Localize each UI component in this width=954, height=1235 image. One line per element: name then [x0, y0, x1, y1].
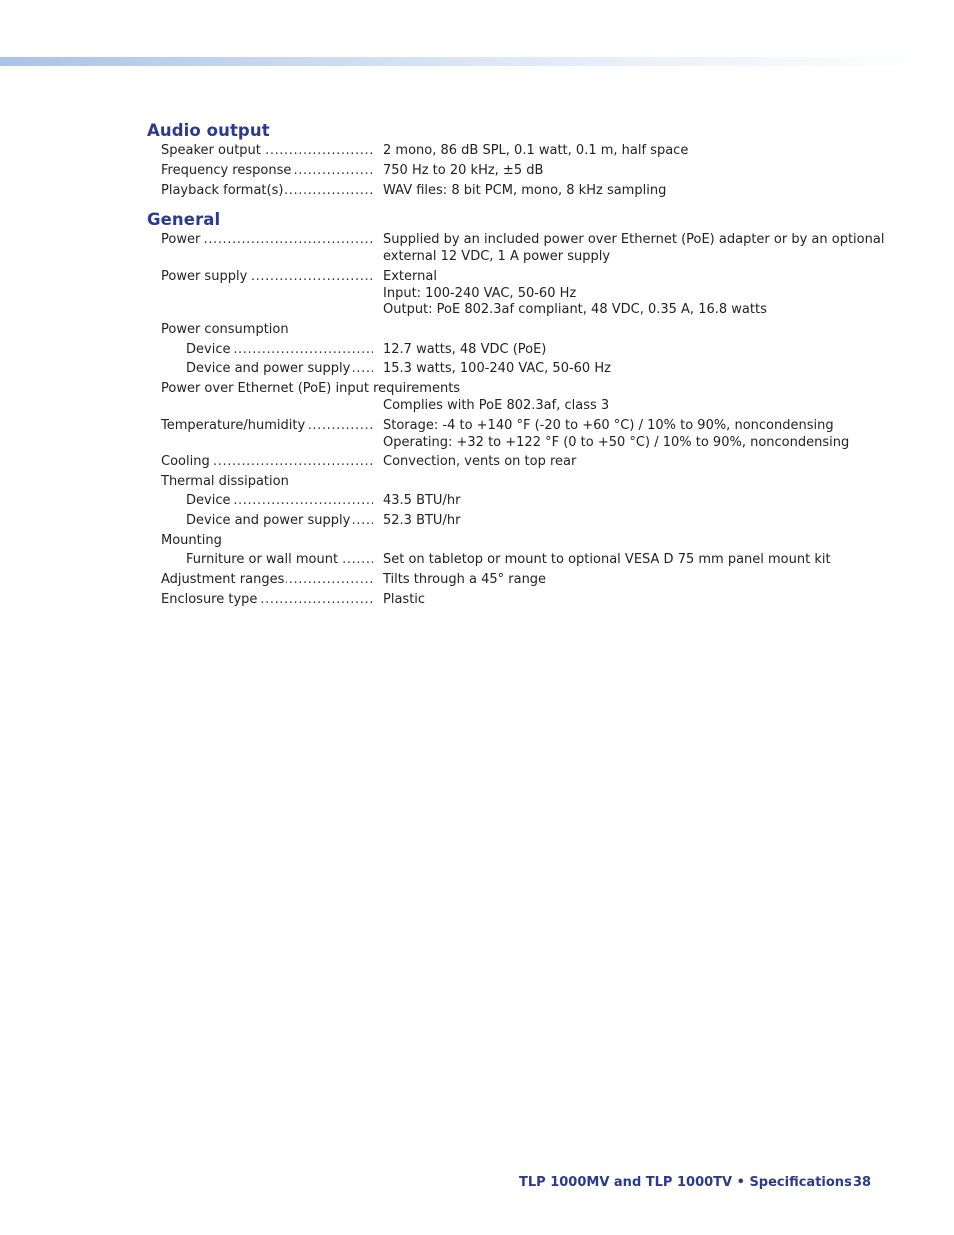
spec-label: Adjustment ranges ..... — [161, 572, 373, 589]
spec-value: Complies with PoE 802.3af, class 3 — [383, 398, 610, 413]
spec-value: 750 Hz to 20 kHz, ±5 dB — [383, 163, 544, 178]
footer-title: TLP 1000MV and TLP 1000TV • Specifications — [519, 1175, 852, 1190]
spec-value: External Input: 100-240 VAC, 50-60 Hz Output: PoE 802.3af compliant, 48 VDC, 0.35 A, 16.8 watts — [383, 269, 767, 317]
spec-value: Plastic — [383, 592, 426, 607]
spec-value: 12.7 watts, 48 VDC (PoE) — [383, 342, 547, 357]
page-number: 38 — [853, 1175, 872, 1190]
spec-label: Power supply ..... — [161, 269, 373, 286]
spec-value: Convection, vents on top rear — [383, 454, 577, 469]
spec-label: Thermal dissipation — [161, 474, 289, 489]
spec-label: Power over Ethernet (PoE) input requirements — [161, 381, 461, 396]
spec-label: Enclosure type ..... — [161, 592, 373, 609]
spec-value: 15.3 watts, 100-240 VAC, 50-60 Hz — [383, 361, 611, 376]
spec-label: Power ..... — [161, 232, 373, 249]
spec-value: Storage: -4 to +140 °F (-20 to +60 °C) / 10% to 90%, noncondensing Operating: +32 to +122 °F (0 to +50 °C) / 10% to 90%, noncondensing — [383, 418, 850, 450]
spec-label: Temperature/humidity ..... — [161, 418, 373, 435]
spec-value: 43.5 BTU/hr — [383, 493, 461, 508]
section-title-general: General — [147, 210, 221, 229]
spec-label: Power consumption — [161, 322, 289, 337]
spec-label: Device ..... — [186, 342, 373, 359]
spec-label: Speaker output ..... — [161, 143, 373, 160]
header-gradient-bar — [0, 57, 930, 66]
spec-label: Cooling ..... — [161, 454, 373, 471]
spec-value: WAV files: 8 bit PCM, mono, 8 kHz sampling — [383, 183, 667, 198]
spec-label: Furniture or wall mount ..... — [186, 552, 373, 569]
spec-value: Set on tabletop or mount to optional VESA D 75 mm panel mount kit — [383, 552, 831, 567]
spec-label: Frequency response ..... — [161, 163, 373, 180]
spec-label: Playback format(s) ..... — [161, 183, 373, 200]
spec-label: Mounting — [161, 533, 222, 548]
section-title-audio-output: Audio output — [147, 121, 270, 140]
spec-label: Device and power supply ..... — [186, 513, 373, 530]
spec-value: 2 mono, 86 dB SPL, 0.1 watt, 0.1 m, half space — [383, 143, 689, 158]
spec-label: Device and power supply ..... — [186, 361, 373, 378]
spec-value: 52.3 BTU/hr — [383, 513, 461, 528]
spec-value: Supplied by an included power over Ethernet (PoE) adapter or by an optional external 12 VDC, 1 A power supply — [383, 232, 885, 264]
spec-value: Tilts through a 45° range — [383, 572, 547, 587]
spec-label: Device ..... — [186, 493, 373, 510]
